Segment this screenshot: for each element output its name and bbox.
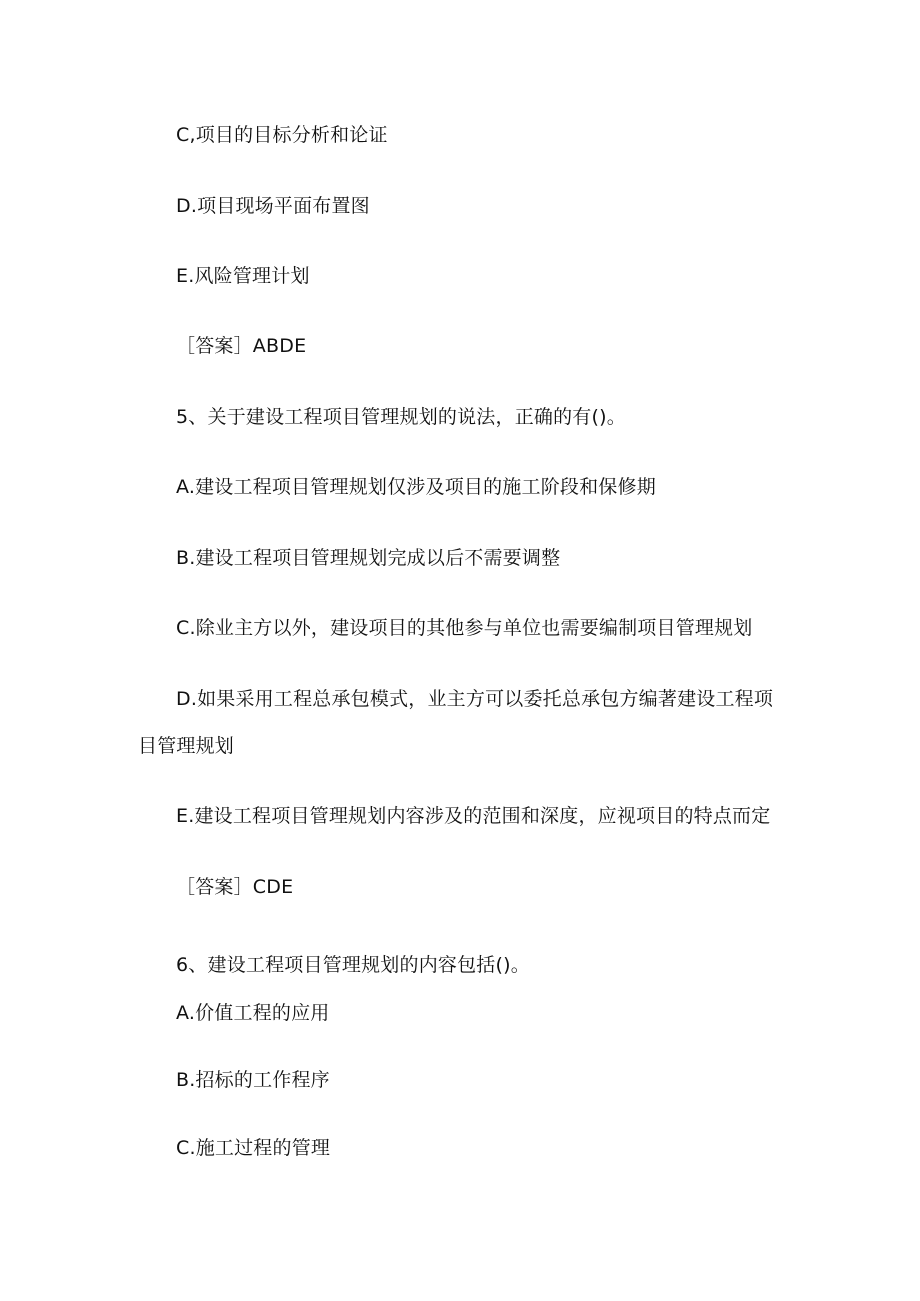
option-c-q5: C.除业主方以外，建设项目的其他参与单位也需要编制项目管理规划 bbox=[176, 617, 753, 639]
option-e-q5: E.建设工程项目管理规划内容涉及的范围和深度，应视项目的特点而定 bbox=[176, 805, 771, 827]
option-b-q5: B.建设工程项目管理规划完成以后不需要调整 bbox=[176, 547, 561, 569]
option-d-q5-cont: 目管理规划 bbox=[138, 735, 235, 757]
answer-q5: ［答案］CDE bbox=[176, 876, 294, 898]
option-b-q6: B.招标的工作程序 bbox=[176, 1069, 330, 1091]
option-e-q4: E.风险管理计划 bbox=[176, 265, 310, 287]
question-5: 5、关于建设工程项目管理规划的说法，正确的有()。 bbox=[176, 406, 626, 428]
answer-q4: ［答案］ABDE bbox=[176, 335, 307, 357]
question-6: 6、建设工程项目管理规划的内容包括()。 bbox=[176, 954, 530, 976]
option-a-q6: A.价值工程的应用 bbox=[176, 1002, 330, 1024]
option-d-q5: D.如果采用工程总承包模式，业主方可以委托总承包方编著建设工程项 bbox=[176, 688, 774, 710]
option-a-q5: A.建设工程项目管理规划仅涉及项目的施工阶段和保修期 bbox=[176, 476, 656, 498]
option-d-q4: D.项目现场平面布置图 bbox=[176, 195, 370, 217]
option-c-q4: C,项目的目标分析和论证 bbox=[176, 124, 388, 146]
option-c-q6: C.施工过程的管理 bbox=[176, 1137, 331, 1159]
